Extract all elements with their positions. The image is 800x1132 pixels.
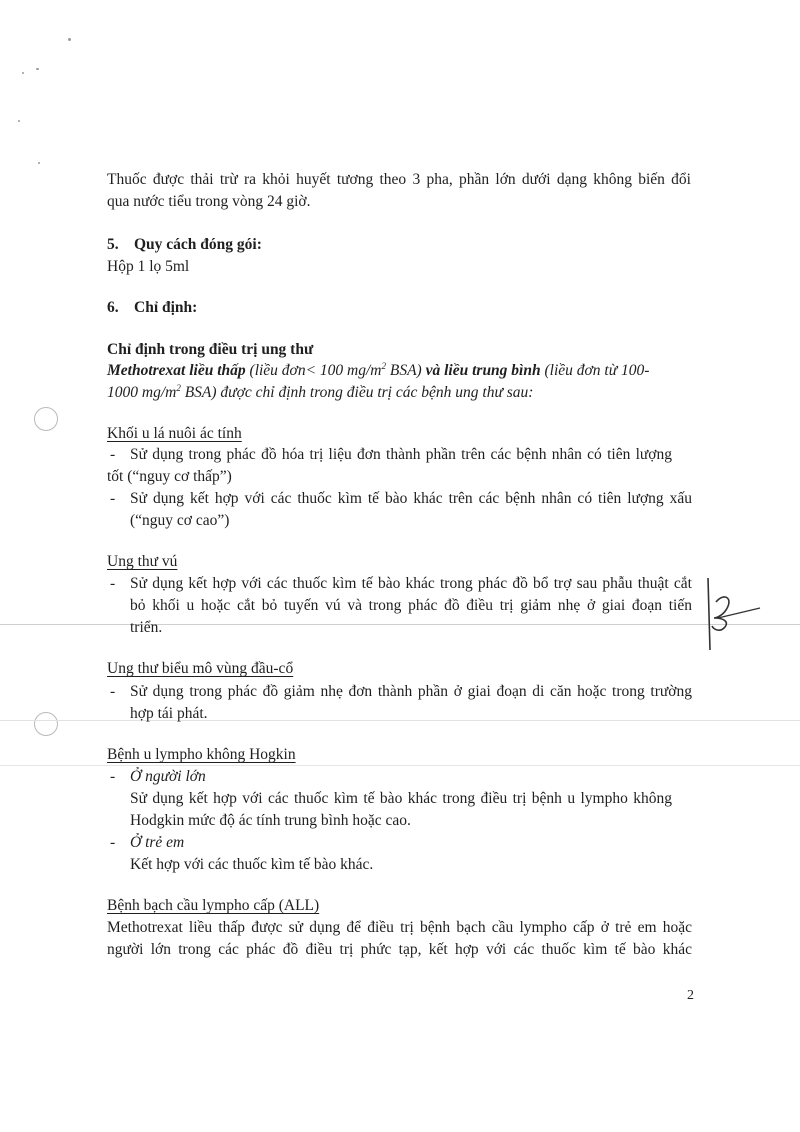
list-item: Hodgkin mức độ ác tính trung bình hoặc cao. bbox=[130, 812, 411, 829]
paragraph-line: Methotrexat liều thấp được sử dụng để điều trị bệnh bạch cầu lympho cấp ở trẻ em hoặc bbox=[107, 919, 692, 936]
page-number: 2 bbox=[687, 988, 694, 1003]
list-dash: - bbox=[110, 768, 116, 785]
section-heading: Quy cách đóng gói: bbox=[134, 236, 262, 253]
section-heading: Chỉ định: bbox=[134, 299, 198, 316]
list-item: triển. bbox=[130, 619, 163, 636]
dose-detail: (liều đơn từ 100- bbox=[540, 362, 650, 379]
superscript: 2 bbox=[381, 361, 386, 371]
disease-title: Bệnh u lympho không Hogkin bbox=[107, 746, 296, 763]
disease-title: Ung thư vú bbox=[107, 553, 178, 570]
list-item: bỏ khối u hoặc cắt bỏ tuyến vú và trong phác đồ điều trị giảm nhẹ ở giai đoạn tiến bbox=[130, 597, 692, 614]
list-dash: - bbox=[110, 683, 116, 700]
dose-detail: (liều đơn< 100 mg/m bbox=[245, 362, 382, 379]
disease-title: Khối u lá nuôi ác tính bbox=[107, 425, 242, 442]
population-label: Ở người lớn bbox=[130, 768, 206, 785]
list-dash: - bbox=[110, 490, 116, 507]
dose-detail: BSA) bbox=[386, 362, 426, 379]
list-item: tốt (“nguy cơ thấp”) bbox=[107, 468, 232, 485]
list-item: Kết hợp với các thuốc kìm tế bào khác. bbox=[130, 856, 374, 873]
dose-detail: 1000 mg/m bbox=[107, 384, 177, 401]
list-item: Sử dụng trong phác đồ hóa trị liệu đơn thành phần trên các bệnh nhân có tiên lượng bbox=[130, 446, 672, 463]
scan-speck bbox=[36, 68, 39, 70]
list-item: Sử dụng trong phác đồ giảm nhẹ đơn thành phần ở giai đoạn di căn hoặc trong trường bbox=[130, 683, 692, 700]
intro-line: qua nước tiểu trong vòng 24 giờ. bbox=[107, 193, 311, 210]
dose-term: và liều trung bình bbox=[425, 362, 541, 379]
indication-line bbox=[107, 362, 691, 380]
list-item: Sử dụng kết hợp với các thuốc kìm tế bào khác trong điều trị bệnh u lympho không bbox=[130, 790, 672, 807]
disease-title: Ung thư biểu mô vùng đầu-cổ bbox=[107, 660, 294, 677]
punch-hole-mark bbox=[34, 712, 58, 736]
population-label: Ở trẻ em bbox=[130, 834, 185, 851]
intro-line: Thuốc được thải trừ ra khỏi huyết tương theo 3 pha, phần lớn dưới dạng không biến đổi bbox=[107, 171, 691, 188]
superscript: 2 bbox=[176, 383, 181, 393]
paragraph-line: người lớn trong các phác đồ điều trị phức tạp, kết hợp với các thuốc kìm tế bào khác bbox=[107, 941, 692, 958]
scan-speck bbox=[68, 38, 71, 41]
list-dash: - bbox=[110, 575, 116, 592]
scan-line bbox=[0, 624, 800, 625]
list-dash: - bbox=[110, 446, 116, 463]
section-number: 5. bbox=[107, 236, 119, 253]
list-dash: - bbox=[110, 834, 116, 851]
handwritten-mark-icon bbox=[700, 574, 770, 654]
list-item: hợp tái phát. bbox=[130, 705, 208, 722]
scan-line bbox=[0, 765, 800, 766]
scan-line bbox=[0, 720, 800, 721]
disease-title: Bệnh bạch cầu lympho cấp (ALL) bbox=[107, 897, 320, 914]
indication-line bbox=[107, 384, 533, 402]
dose-detail: BSA) được chỉ định trong điều trị các bệnh ung thư sau: bbox=[180, 384, 534, 401]
punch-hole-mark bbox=[34, 407, 58, 431]
scan-speck bbox=[22, 72, 24, 74]
scan-speck bbox=[38, 162, 40, 164]
dose-term: Methotrexat liều thấp bbox=[107, 362, 246, 379]
scan-speck bbox=[18, 120, 20, 122]
packaging-text: Hộp 1 lọ 5ml bbox=[107, 258, 190, 275]
section-number: 6. bbox=[107, 299, 119, 316]
subsection-heading: Chỉ định trong điều trị ung thư bbox=[107, 341, 314, 358]
list-item: Sử dụng kết hợp với các thuốc kìm tế bào khác trong phác đồ bổ trợ sau phẫu thuật cắt bbox=[130, 575, 692, 592]
list-item: (“nguy cơ cao”) bbox=[130, 512, 230, 529]
list-item: Sử dụng kết hợp với các thuốc kìm tế bào khác trên các bệnh nhân có tiên lượng xấu bbox=[130, 490, 692, 507]
